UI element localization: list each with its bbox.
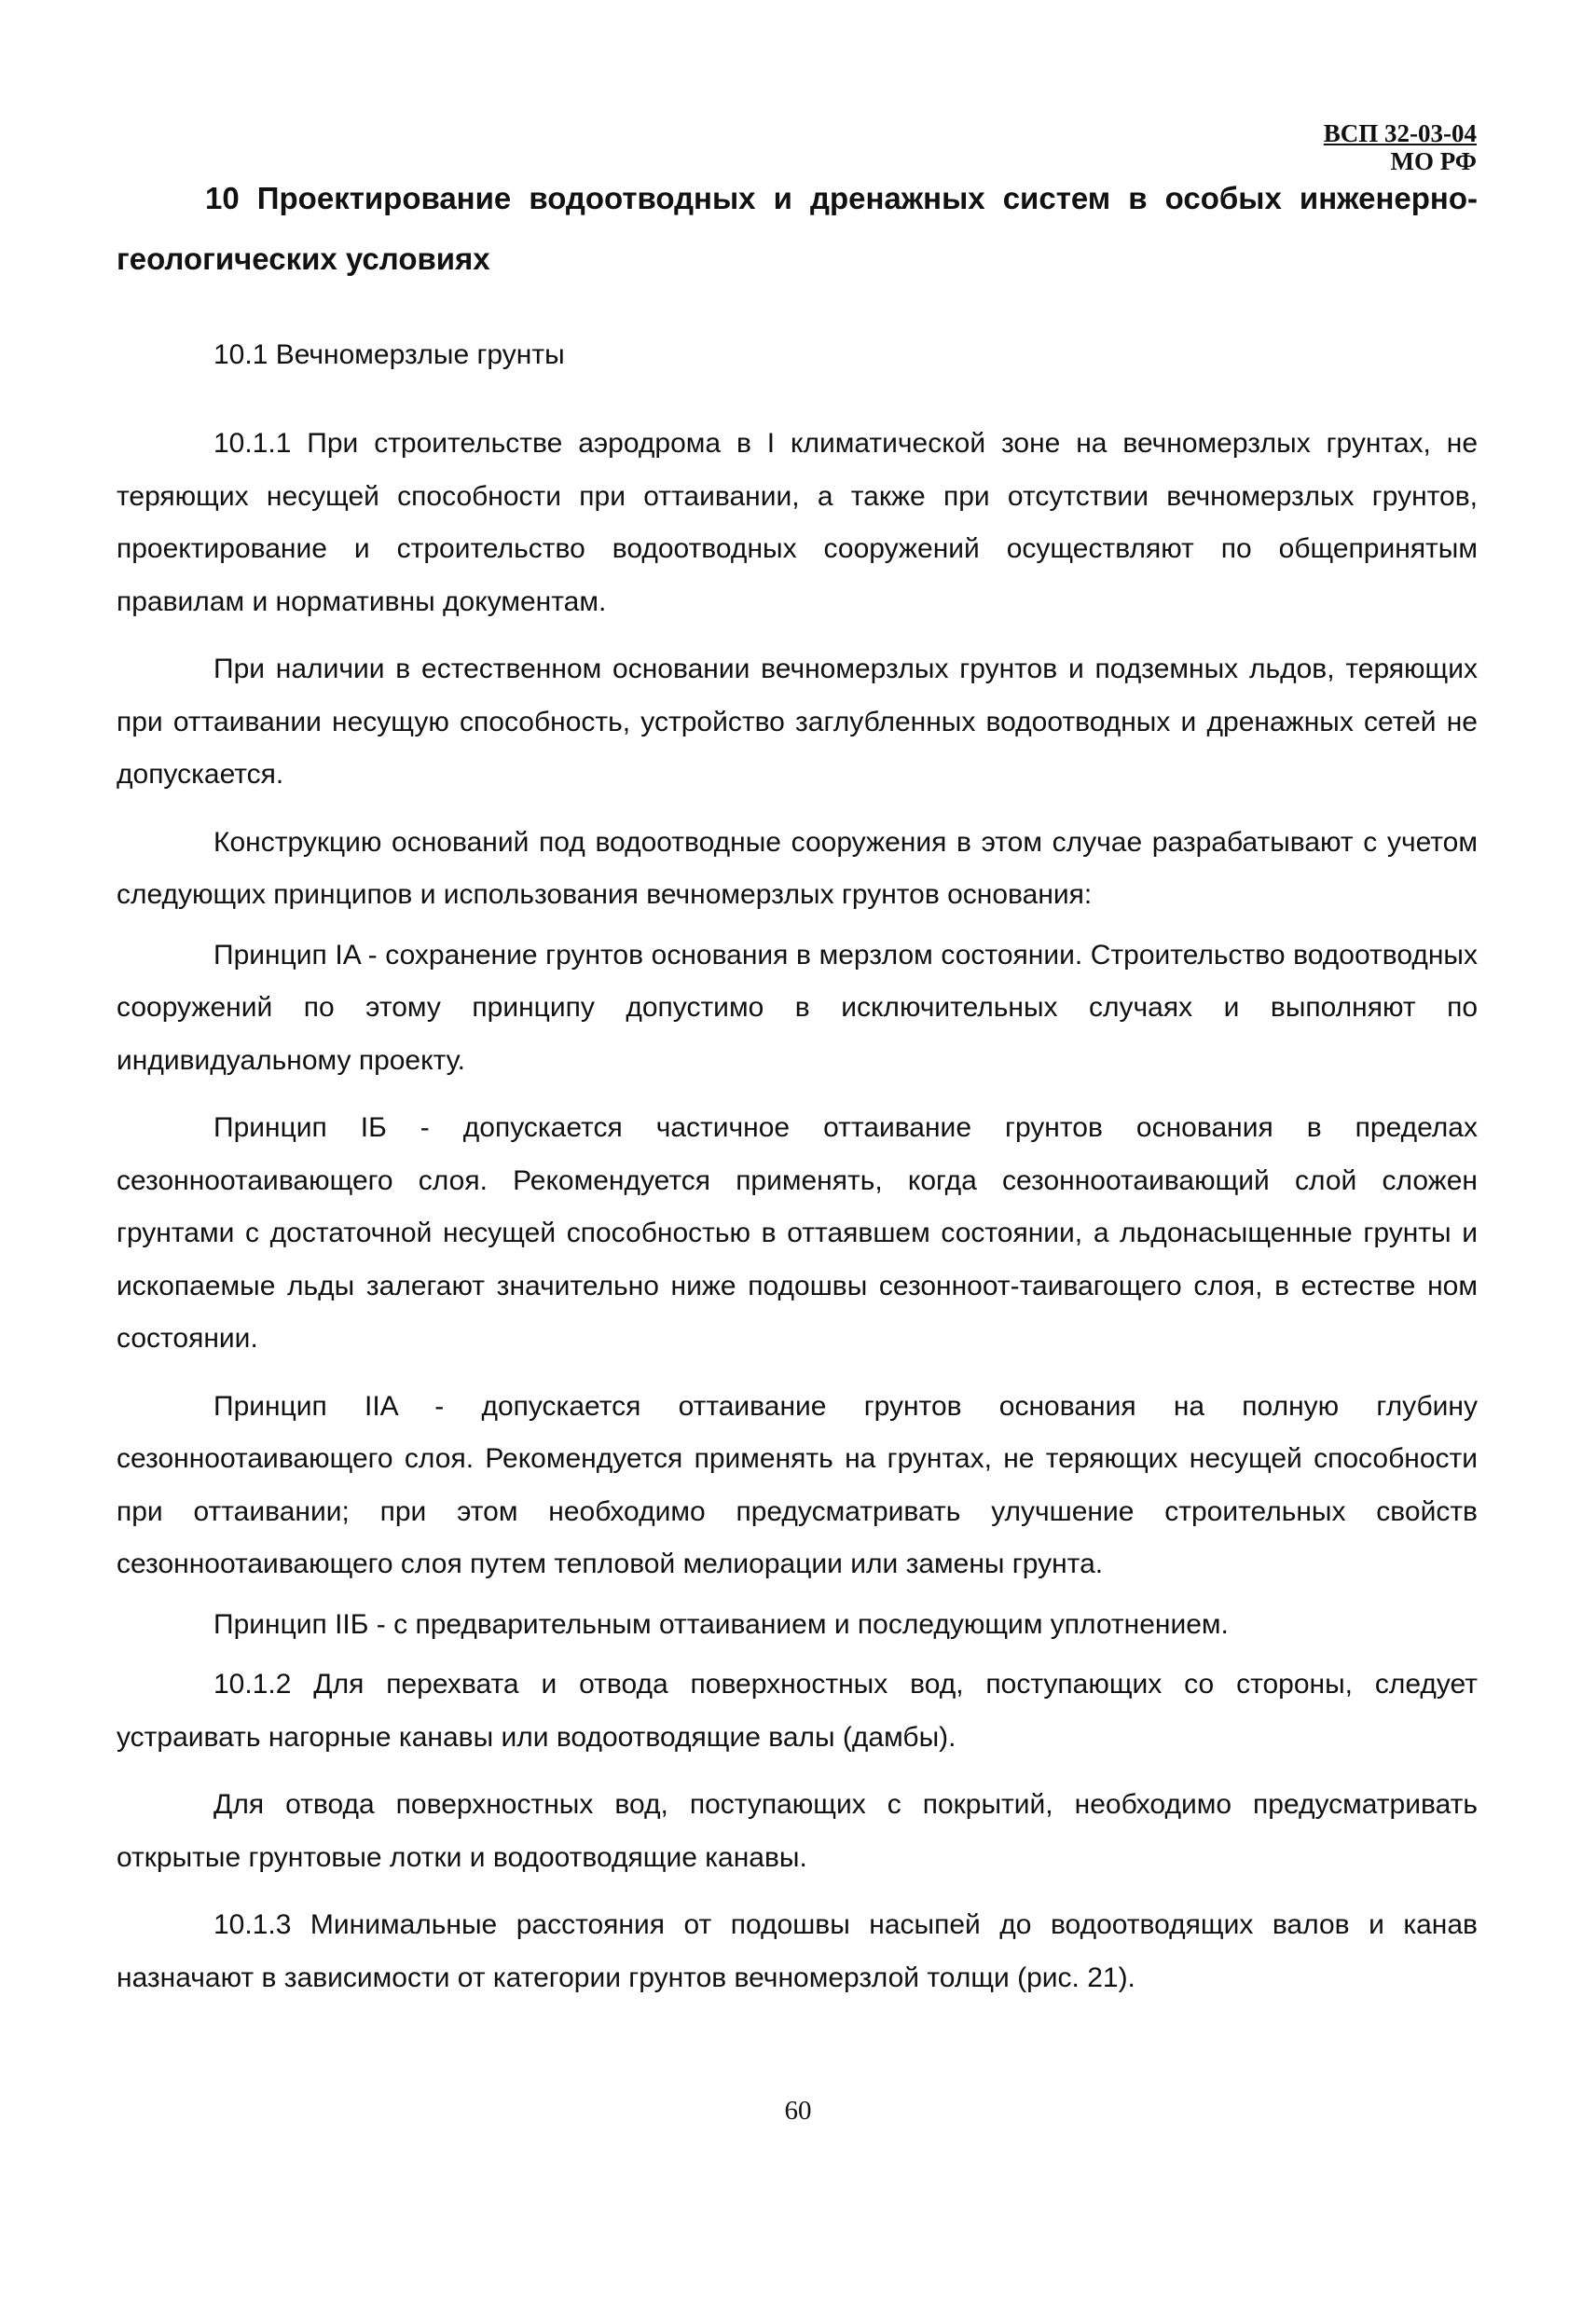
organization-code: МО РФ — [1390, 147, 1477, 175]
paragraph-principle-2a: Принцип IIA - допускается оттаивание грунтов основания на полную глубину сезонноотаивающего слоя. Рекомендуется применять на грунтах, не теряющих несущей способности при оттаивании; при этом необходимо предусматривать улучшение строительных свойств сезонноотаивающего слоя путем тепловой мелиорации или замены грунта. — [117, 1390, 1478, 1579]
paragraph-10-1-2: 10.1.2 Для перехвата и отвода поверхностных вод, поступающих со стороны, следует устраивать нагорные канавы или водоотводящие валы (дамбы). — [117, 1669, 1478, 1753]
document-code-block — [1324, 119, 1477, 175]
paragraph-permafrost-ice: При наличии в естественном основании вечномерзлых грунтов и подземных льдов, теряющих при оттаивании несущую способность, устройство заглубленных водоотводных и дренажных сетей не допускается. — [117, 654, 1478, 790]
document-body — [117, 168, 1478, 2004]
subsection-title: 10.1 Вечномерзлые грунты — [213, 339, 565, 370]
paragraph-principle-1b: Принцип IБ - допускается частичное оттаивание грунтов основания в пределах сезонноотаивающего слоя. Рекомендуется применять, когда сезонноотаивающий слой сложен грунтами с достаточной несущей способностью в оттаявшем состоянии, а льдонасыщенные грунты и ископаемые льды залегают значительно ниже подошвы сезонноот-таивагощего слоя, в естестве ном состоянии. — [117, 1112, 1478, 1354]
paragraph-foundation-design: Конструкцию оснований под водоотводные сооружения в этом случае разрабатывают с учетом следующих принципов и использования вечномерзлых грунтов основания: — [117, 826, 1478, 910]
paragraph-principle-1a: Принцип IA - сохранение грунтов основания в мерзлом состоянии. Строительство водоотводных сооружений по этому принципу допустимо в исключительных случаях и выполняют по индивидуальному проекту. — [117, 939, 1478, 1076]
section-title: 10 Проектирование водоотводных и дренажных систем в особых инженерно-геологических условиях — [117, 181, 1478, 276]
paragraph-10-1-3: 10.1.3 Минимальные расстояния от подошвы насыпей до водоотводящих валов и канав назначают в зависимости от категории грунтов вечномерзлой толщи (рис. 21). — [117, 1909, 1478, 1993]
paragraph-surface-water: Для отвода поверхностных вод, поступающих с покрытий, необходимо предусматривать открытые грунтовые лотки и водоотводящие канавы. — [117, 1789, 1478, 1873]
paragraph-principle-2b: Принцип IIБ - с предварительным оттаиванием и последующим уплотнением. — [213, 1608, 1229, 1640]
document-code: ВСП 32-03-04 — [1323, 119, 1477, 147]
paragraph-10-1-1: 10.1.1 При строительстве аэродрома в I климатической зоне на вечномерзлых грунтах, не теряющих несущей способности при оттаивании, а также при отсутствии вечномерзлых грунтов, проектирование и строительство водоотводных сооружений осуществляют по общепринятым правилам и нормативны документам. — [117, 428, 1478, 617]
page-number: 60 — [784, 2096, 812, 2126]
